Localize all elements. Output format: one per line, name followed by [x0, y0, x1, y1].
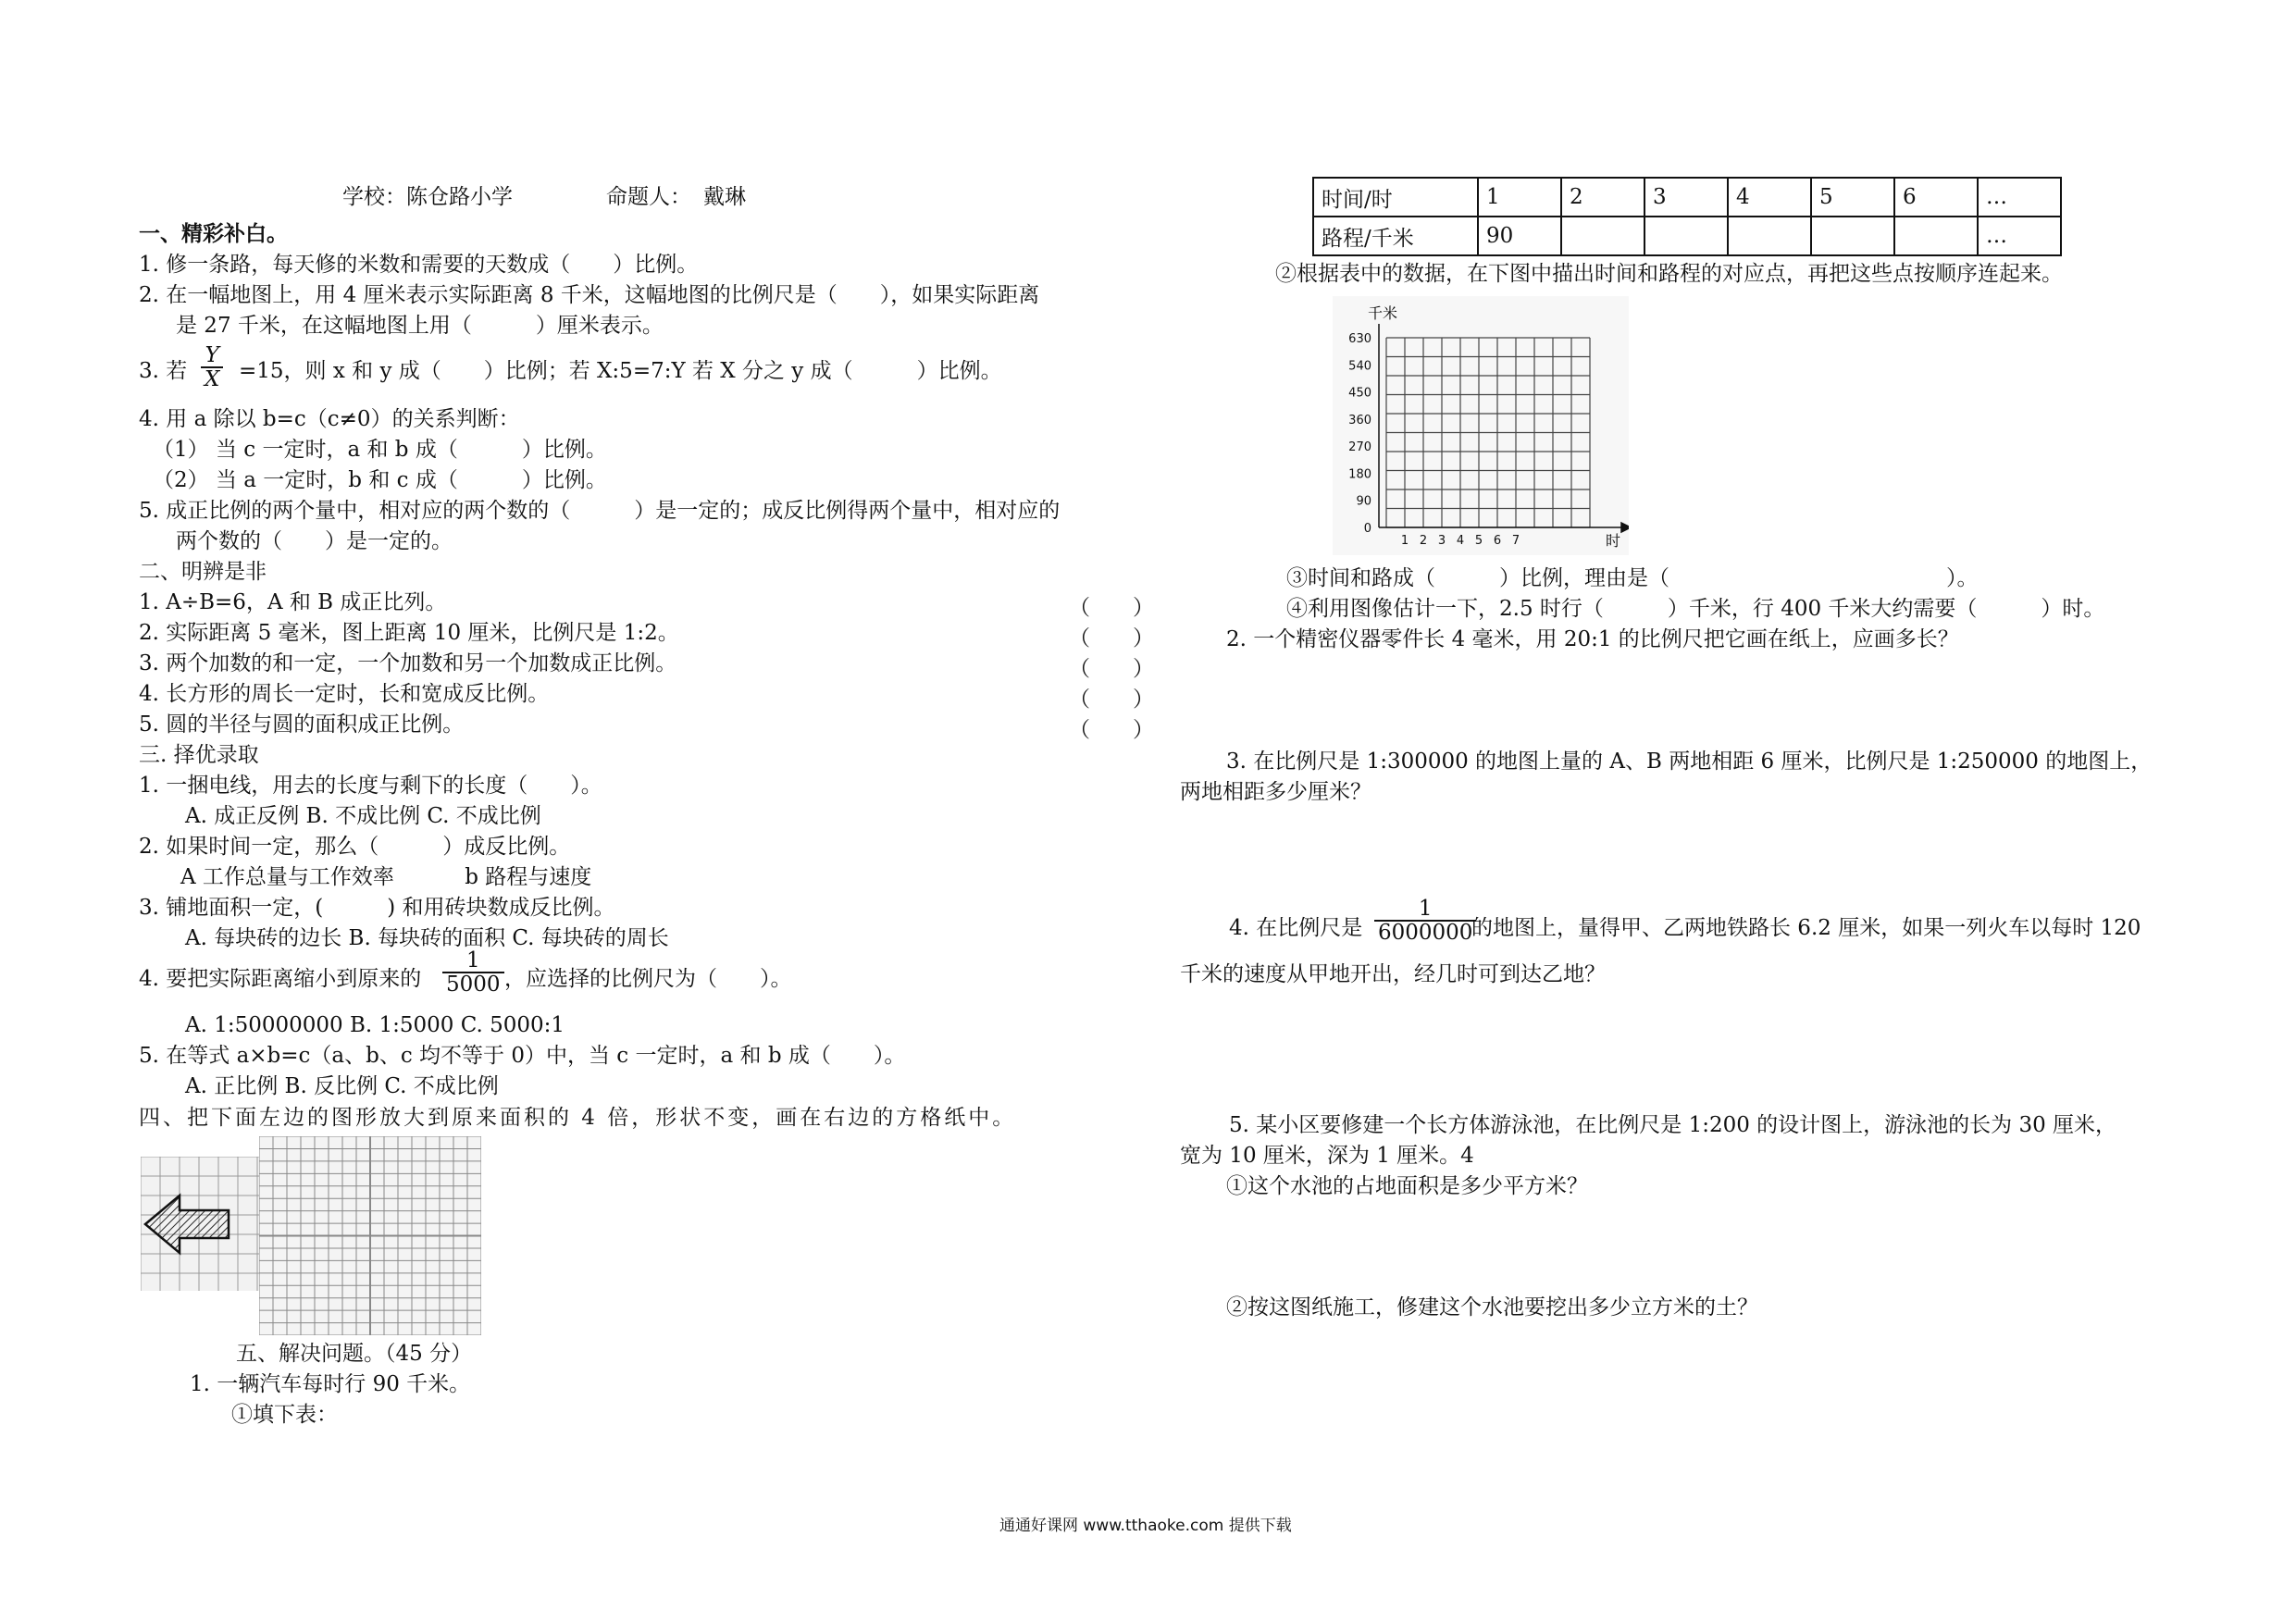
section4-title: 四、把下面左边的图形放大到原来面积的 4 倍，形状不变，画在右边的方格纸中。 [139, 1106, 1017, 1130]
time-distance-table [1312, 177, 2062, 256]
graph-y-label: 千米 [1368, 304, 1398, 322]
table-cell: 1 [1478, 178, 1561, 217]
s5-q4-pre: 4. 在比例尺是 [1229, 916, 1363, 940]
s3-q3: 3. 铺地面积一定，( ) 和用砖块数成反比例。 [139, 896, 615, 920]
table-cell: 2 [1561, 178, 1644, 217]
s2-answer-paren-4[interactable]: （ ） [1069, 688, 1154, 712]
table-cell: 路程/千米 [1313, 217, 1478, 255]
graph-y-tick: 90 [1356, 494, 1371, 509]
s3-q4-post: ，应选择的比例尺为（ ）。 [504, 967, 792, 991]
table-cell: 4 [1728, 178, 1811, 217]
section3-title: 三. 择优录取 [139, 743, 259, 767]
table-row [1313, 217, 2061, 255]
footer-credit: 通通好课网 www.tthaoke.com 提供下载 [999, 1517, 1292, 1535]
table-cell: 5 [1811, 178, 1894, 217]
s1-q4: 4. 用 a 除以 b=c（c≠0）的关系判断： [139, 407, 520, 431]
table-row [1313, 178, 2061, 217]
s2-item-1: 1. A÷B=6，A 和 B 成正比列。 [139, 590, 447, 614]
s2-answer-paren-1[interactable]: （ ） [1069, 596, 1154, 620]
graph-y-tick: 180 [1348, 467, 1371, 482]
s1-q3-post: =15，则 x 和 y 成（ ）比例；若 X:5=7:Y 若 X 分之 y 成（ ）比例。 [239, 359, 1002, 383]
s1-q2-line1: 2. 在一幅地图上，用 4 厘米表示实际距离 8 千米，这幅地图的比例尺是（ ），如果实际距离 [139, 283, 1040, 307]
s2-answer-paren-2[interactable]: （ ） [1069, 626, 1154, 650]
s3-q5-options: A. 正比例 B. 反比例 C. 不成比例 [185, 1074, 499, 1098]
s1-q5-line2: 两个数的（ ）是一定的。 [176, 529, 453, 553]
graph-y-tick: 270 [1348, 440, 1371, 455]
time-distance-graph[interactable] [1333, 296, 1629, 555]
graph-x-tick: 1 [1400, 534, 1409, 548]
s3-q4-options: A. 1:50000000 B. 1:5000 C. 5000:1 [185, 1013, 565, 1037]
table-cell[interactable] [1894, 217, 1978, 255]
s3-q4-fraction [442, 949, 504, 996]
s5-q1-estimate: ④利用图像估计一下，2.5 时行（ ）千米，行 400 千米大约需要（ ）时。 [1286, 597, 2105, 621]
s5-q4-numerator: 1 [1374, 898, 1476, 922]
s3-q4-numerator: 1 [442, 949, 504, 973]
s5-q4-line2: 千米的速度从甲地开出，经几时可到达乙地？ [1180, 962, 1606, 986]
s5-q1-plot-instruction: ②根据表中的数据，在下图中描出时间和路程的对应点，再把这些点按顺序连起来。 [1275, 262, 2063, 286]
s3-q2: 2. 如果时间一定，那么（ ）成反比例。 [139, 835, 571, 859]
s1-q2-line2: 是 27 千米，在这幅地图上用（ ）厘米表示。 [176, 314, 664, 338]
graph-y-tick: 450 [1348, 386, 1371, 401]
s1-q5-line1: 5. 成正比例的两个量中，相对应的两个数的（ ）是一定的；成反比例得两个量中，相对应的 [139, 499, 1061, 523]
s2-answer-paren-5[interactable]: （ ） [1069, 718, 1154, 742]
s3-q5: 5. 在等式 a×b=c（a、b、c 均不等于 0）中，当 c 一定时，a 和 b 成（ ）。 [139, 1044, 906, 1068]
s5-q5-sub1: ①这个水池的占地面积是多少平方米？ [1226, 1174, 1588, 1198]
s5-q3-line2: 两地相距多少厘米？ [1180, 780, 1371, 804]
s5-q1: 1. 一辆汽车每时行 90 千米。 [190, 1372, 471, 1396]
s1-q3-numerator: Y [201, 344, 223, 368]
arrow-shape-grid [141, 1157, 261, 1291]
s5-q1-proportion: ③时间和路成（ ）比例，理由是（ ）。 [1286, 566, 1979, 590]
s3-q4-denominator: 5000 [446, 973, 501, 997]
s2-answer-paren-3[interactable]: （ ） [1069, 657, 1154, 681]
table-cell[interactable] [1811, 217, 1894, 255]
graph-x-tick: 6 [1493, 534, 1502, 548]
s1-q3-fraction [201, 344, 223, 390]
school-name: 学校：陈仓路小学 [342, 185, 513, 209]
s3-q3-options: A. 每块砖的边长 B. 每块砖的面积 C. 每块砖的周长 [185, 926, 669, 950]
table-cell[interactable] [1644, 217, 1728, 255]
s2-item-5: 5. 圆的半径与圆的面积成正比例。 [139, 712, 465, 737]
section2-title: 二、明辨是非 [139, 560, 267, 584]
table-cell: 6 [1894, 178, 1978, 217]
author-label: 命题人： [606, 185, 691, 209]
s1-q3-pre: 3. 若 [139, 359, 188, 383]
s1-q4-2: （2） 当 a 一定时，b 和 c 成（ ）比例。 [153, 468, 607, 492]
graph-x-tick: 4 [1456, 534, 1465, 548]
s3-q1-options: A. 成正反例 B. 不成比例 C. 不成比例 [185, 804, 541, 828]
table-cell[interactable] [1728, 217, 1811, 255]
graph-y-tick: 630 [1348, 332, 1371, 346]
author-name: 戴琳 [703, 185, 746, 209]
s5-q4-post: 的地图上，量得甲、乙两地铁路长 6.2 厘米，如果一列火车以每时 120 [1471, 916, 2141, 940]
s1-q1: 1. 修一条路，每天修的米数和需要的天数成（ ）比例。 [139, 253, 699, 277]
s5-q1-fill-table: ①填下表： [231, 1403, 338, 1427]
section1-title: 一、精彩补白。 [139, 221, 288, 246]
s2-item-2: 2. 实际距离 5 毫米，图上距离 10 厘米，比例尺是 1:2。 [139, 621, 679, 645]
s2-item-3: 3. 两个加数的和一定，一个加数和另一个加数成正比例。 [139, 651, 677, 675]
graph-y-tick: 360 [1348, 413, 1371, 427]
graph-x-label: 时 [1606, 532, 1621, 550]
s3-q4-pre: 4. 要把实际距离缩小到原来的 [139, 967, 422, 991]
table-cell: 3 [1644, 178, 1728, 217]
s5-q4-denominator: 6000000 [1378, 921, 1473, 946]
table-cell: 时间/时 [1313, 178, 1478, 217]
s3-q2-options: A 工作总量与工作效率 b 路程与速度 [180, 865, 592, 889]
table-cell: … [1978, 178, 2061, 217]
table-cell[interactable] [1561, 217, 1644, 255]
graph-y-tick: 540 [1348, 359, 1371, 374]
s3-q1: 1. 一捆电线，用去的长度与剩下的长度（ ）。 [139, 774, 602, 798]
table-cell: 90 [1478, 217, 1561, 255]
graph-x-tick: 7 [1511, 534, 1520, 548]
s5-q5-sub2: ②按这图纸施工，修建这个水池要挖出多少立方米的土？ [1226, 1295, 1758, 1319]
s5-q3-line1: 3. 在比例尺是 1:300000 的地图上量的 A、B 两地相距 6 厘米，比例尺是 1:250000 的地图上， [1226, 750, 2153, 774]
section5-title: 五、解决问题。（45 分） [236, 1342, 473, 1366]
table-cell: … [1978, 217, 2061, 255]
s5-q5-line1: 5. 某小区要修建一个长方体游泳池，在比例尺是 1:200 的设计图上，游泳池的长为 30 厘米， [1229, 1113, 2117, 1137]
s5-q5-line2: 宽为 10 厘米，深为 1 厘米。4 [1180, 1144, 1474, 1168]
graph-x-tick: 5 [1474, 534, 1483, 548]
s1-q4-1: （1） 当 c 一定时，a 和 b 成（ ）比例。 [153, 438, 607, 462]
s5-q4-fraction [1374, 898, 1476, 944]
s2-item-4: 4. 长方形的周长一定时，长和宽成反比例。 [139, 682, 550, 706]
s5-q2: 2. 一个精密仪器零件长 4 毫米，用 20:1 的比例尺把它画在纸上，应画多长？ [1226, 627, 1959, 651]
graph-x-tick: 2 [1419, 534, 1428, 548]
answer-grid[interactable] [259, 1136, 481, 1335]
s1-q3-denominator: X [205, 367, 220, 392]
graph-y-tick: 0 [1363, 522, 1371, 536]
graph-x-tick: 3 [1437, 534, 1446, 548]
